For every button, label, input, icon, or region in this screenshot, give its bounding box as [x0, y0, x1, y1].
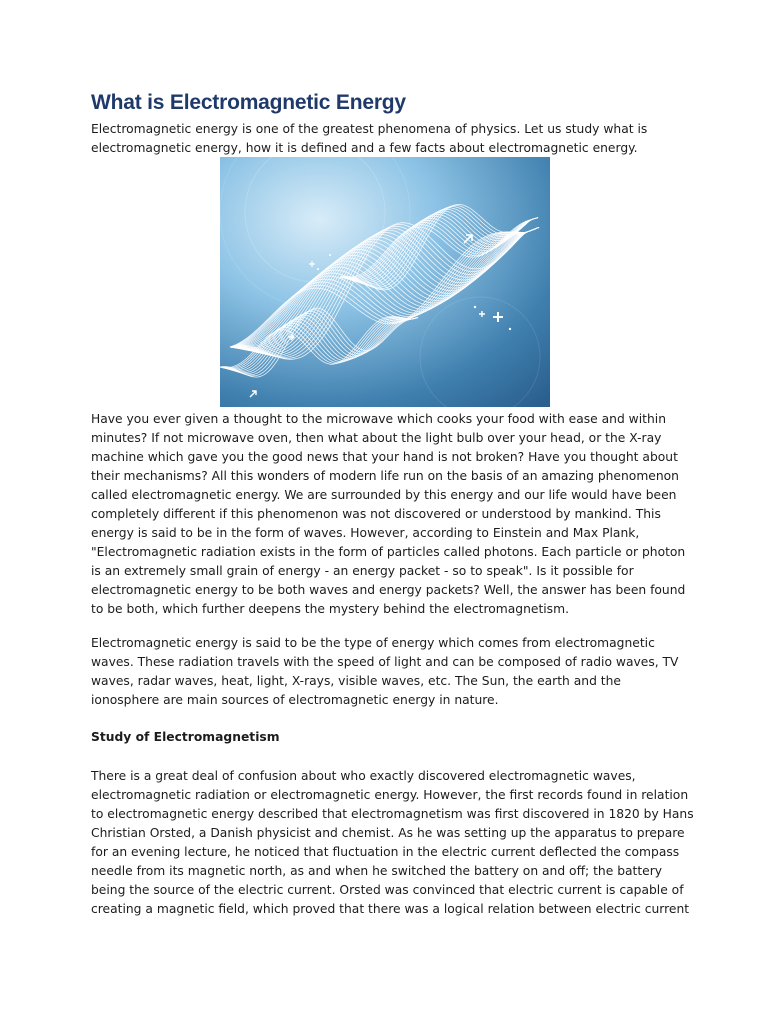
text-line: electromagnetic energy, how it is defined and a few facts about electromagnetic energy. — [91, 141, 638, 155]
intro-paragraph — [91, 120, 681, 158]
text-line: waves. These radiation travels with the speed of light and can be composed of radio waves, TV — [91, 655, 679, 669]
text-line: is an extremely small grain of energy - an energy packet - so to speak". Is it possible for — [91, 564, 634, 578]
text-line: their mechanisms? All this wonders of modern life run on the basis of an amazing phenomenon — [91, 469, 679, 483]
electromagnetic-waves-illustration-icon — [220, 157, 550, 407]
electromagnetic-waves-figure — [220, 157, 550, 407]
paragraph-2 — [91, 634, 681, 710]
text-line: electromagnetic radiation or electromagnetic energy. However, the first records found in relation — [91, 788, 689, 802]
text-line: for an evening lecture, he noticed that fluctuation in the electric current deflected the compass — [91, 845, 680, 859]
section-heading: Study of Electromagnetism — [91, 730, 280, 744]
text-line: called electromagnetic energy. We are surrounded by this energy and our life would have been — [91, 488, 677, 502]
text-line: electromagnetic energy to be both waves and energy packets? Well, the answer has been found — [91, 583, 686, 597]
text-line: being the source of the electric current. Orsted was convinced that electric current is capable of — [91, 883, 684, 897]
text-line: There is a great deal of confusion about who exactly discovered electromagnetic waves, — [91, 769, 636, 783]
page-title: What is Electromagnetic Energy — [91, 91, 406, 114]
text-line: creating a magnetic field, which proved that there was a logical relation between electric current — [91, 902, 690, 916]
text-line: waves, radar waves, heat, light, X-rays, visible waves, etc. The Sun, the earth and the — [91, 674, 621, 688]
text-line: minutes? If not microwave oven, then what about the light bulb over your head, or the X-ray — [91, 431, 662, 445]
text-line: to electromagnetic energy described that electromagnetism was first discovered in 1820 by Hans — [91, 807, 694, 821]
text-line: needle from its magnetic north, as and when he switched the battery on and off; the battery — [91, 864, 663, 878]
text-line: Electromagnetic energy is said to be the type of energy which comes from electromagnetic — [91, 636, 655, 650]
text-line: completely different if this phenomenon was not discovered or understood by mankind. This — [91, 507, 661, 521]
paragraph-1 — [91, 410, 686, 619]
text-line: "Electromagnetic radiation exists in the form of particles called photons. Each particle or photon — [91, 545, 686, 559]
text-line: Christian Orsted, a Danish physicist and chemist. As he was setting up the apparatus to prepare — [91, 826, 685, 840]
text-line: to be both, which further deepens the mystery behind the electromagnetism. — [91, 602, 569, 616]
text-line: Have you ever given a thought to the microwave which cooks your food with ease and within — [91, 412, 666, 426]
text-line: machine which gave you the good news that your hand is not broken? Have you thought about — [91, 450, 678, 464]
text-line: ionosphere are main sources of electromagnetic energy in nature. — [91, 693, 499, 707]
paragraph-3 — [91, 767, 694, 919]
text-line: energy is said to be in the form of waves. However, according to Einstein and Max Plank, — [91, 526, 640, 540]
text-line: Electromagnetic energy is one of the greatest phenomena of physics. Let us study what is — [91, 122, 648, 136]
